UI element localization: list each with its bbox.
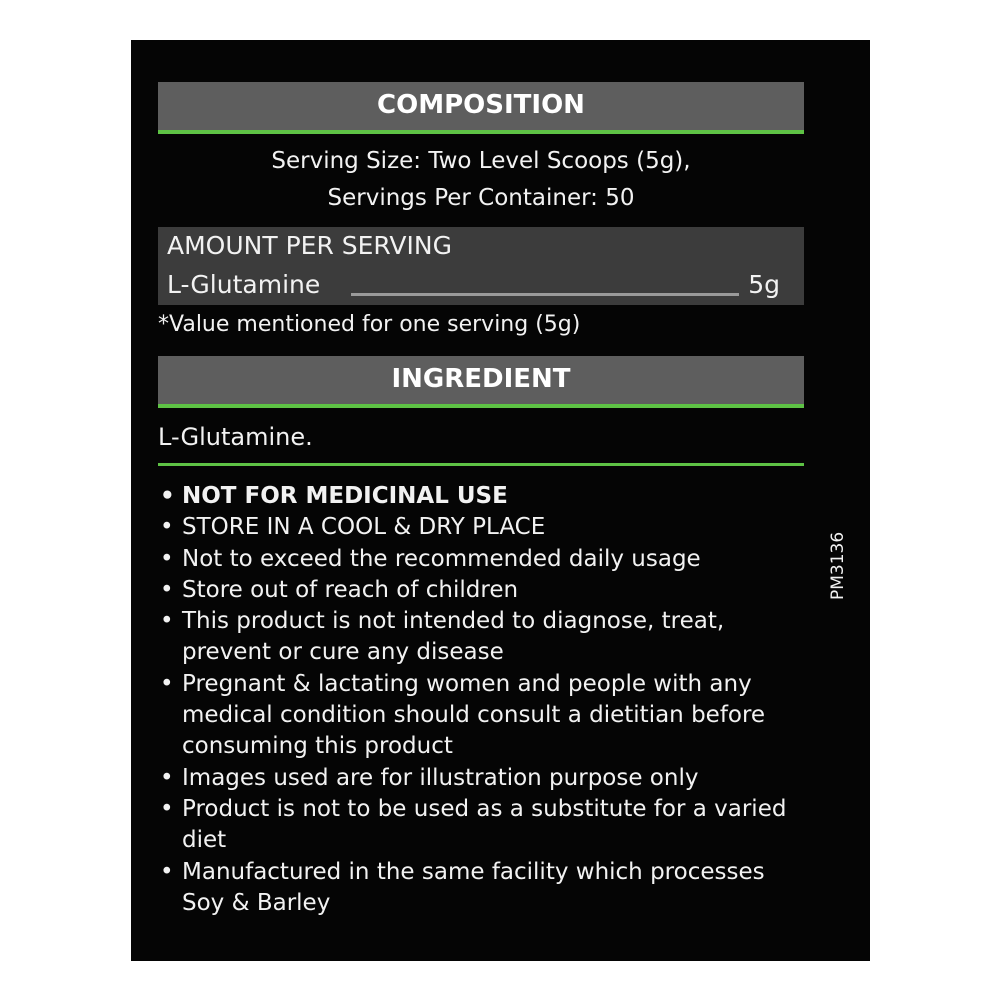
amount-per-serving-title: AMOUNT PER SERVING	[167, 231, 452, 260]
warning-item: • Pregnant & lactating women and people with any medical condition should consult a dietitian before consuming this product	[158, 669, 808, 763]
warning-item: • NOT FOR MEDICINAL USE	[158, 481, 808, 512]
warning-item: • Store out of reach of children	[158, 575, 808, 606]
serving-footnote: *Value mentioned for one serving (5g)	[158, 312, 581, 337]
warning-item: • STORE IN A COOL & DRY PLACE	[158, 512, 808, 543]
warning-item: • Not to exceed the recommended daily usage	[158, 544, 808, 575]
composition-header: COMPOSITION	[158, 82, 804, 134]
section-divider	[158, 463, 804, 466]
servings-per-container: Servings Per Container: 50	[327, 185, 635, 211]
ingredient-text: L-Glutamine.	[158, 423, 313, 451]
serving-info	[158, 143, 804, 217]
leader-line	[351, 293, 739, 296]
serving-size: Serving Size: Two Level Scoops (5g),	[271, 148, 691, 174]
product-code: PM3136	[828, 531, 848, 600]
product-label	[131, 40, 870, 961]
warning-item: • This product is not intended to diagnose, treat, prevent or cure any disease	[158, 606, 808, 669]
warning-item: • Manufactured in the same facility which processes Soy & Barley	[158, 857, 808, 920]
warning-item: • Product is not to be used as a substitute for a varied diet	[158, 794, 808, 857]
amount-per-serving-box	[158, 227, 804, 305]
nutrient-name: L-Glutamine	[167, 270, 321, 299]
warning-item: • Images used are for illustration purpose only	[158, 763, 808, 794]
nutrient-value: 5g	[748, 270, 780, 299]
warnings-list	[158, 481, 808, 919]
ingredient-header: INGREDIENT	[158, 356, 804, 408]
